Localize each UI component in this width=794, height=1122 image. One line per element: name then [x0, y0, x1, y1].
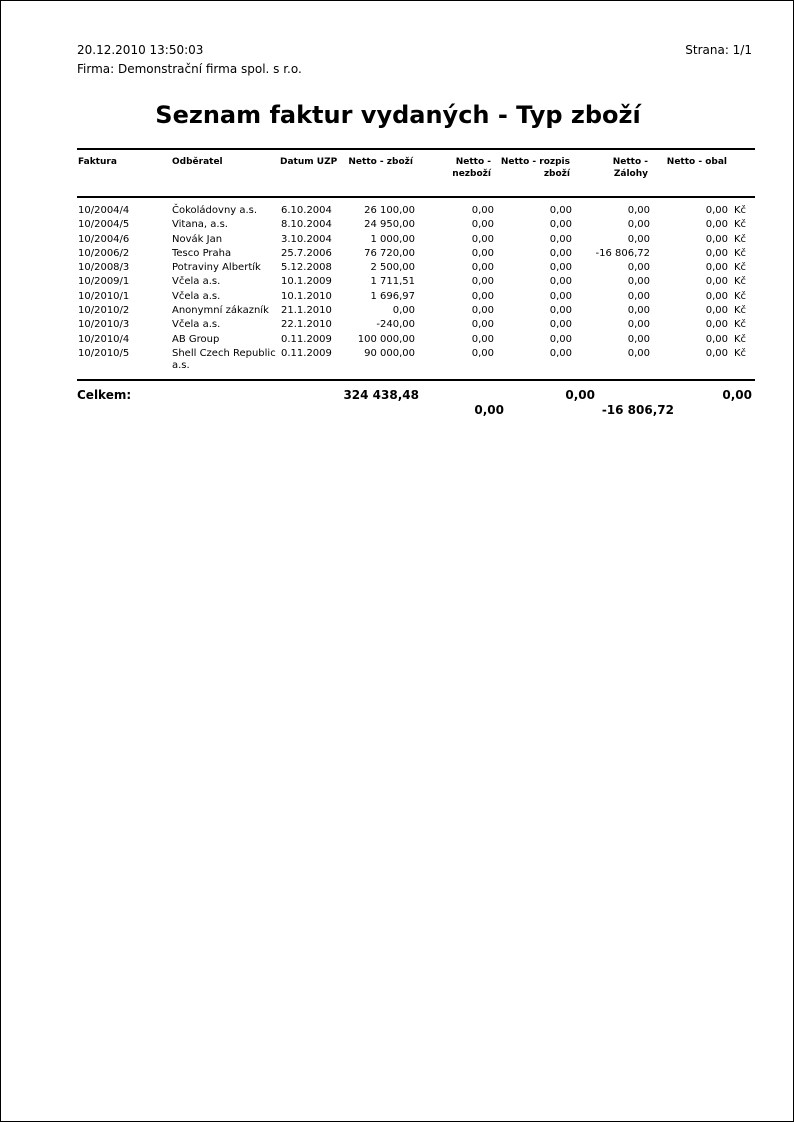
cell-customer: Včela a.s.	[172, 290, 221, 302]
cell-currency: Kč	[734, 205, 747, 216]
cell-net-nongoods: 0,00	[471, 219, 494, 231]
cell-net-nongoods: 0,00	[471, 333, 494, 345]
table-row	[1, 233, 794, 247]
cell-net-goods: 1 711,51	[370, 276, 415, 288]
total-net-advances: -16 806,72	[601, 403, 674, 417]
cell-invoice: 10/2006/2	[78, 247, 130, 259]
cell-net-nongoods: 0,00	[471, 205, 494, 216]
cell-date: 21.1.2010	[281, 305, 332, 317]
cell-net-advances: 0,00	[627, 347, 650, 359]
cell-currency: Kč	[734, 247, 747, 259]
totals-rule	[77, 379, 755, 381]
cell-net-goods: 26 100,00	[364, 205, 415, 216]
cell-net-nongoods: 0,00	[471, 233, 494, 245]
cell-net-packaging: 0,00	[705, 305, 728, 317]
cell-net-goods: 1 000,00	[370, 233, 415, 245]
cell-currency: Kč	[734, 305, 747, 317]
cell-net-packaging: 0,00	[705, 262, 728, 274]
cell-net-advances: 0,00	[627, 205, 650, 216]
cell-date: 8.10.2004	[281, 219, 332, 231]
table-row	[1, 290, 794, 304]
col-header-net-packaging: Netto - obal	[666, 157, 727, 167]
col-header-net-advances-line1: Netto -	[612, 157, 648, 167]
cell-net-breakdown: 0,00	[549, 305, 572, 317]
cell-invoice: 10/2004/6	[78, 233, 130, 245]
cell-currency: Kč	[734, 347, 747, 359]
cell-net-nongoods: 0,00	[471, 347, 494, 359]
table-row	[1, 261, 794, 275]
col-header-net-advances-line2: Zálohy	[613, 169, 648, 179]
cell-net-goods: 0,00	[392, 305, 415, 317]
table-row	[1, 275, 794, 289]
cell-invoice: 10/2010/5	[78, 347, 130, 359]
cell-invoice: 10/2010/2	[78, 305, 130, 317]
col-header-net-nongoods-line1: Netto -	[455, 157, 491, 167]
cell-net-goods: 24 950,00	[364, 219, 415, 231]
col-header-date: Datum UZP	[280, 157, 338, 167]
cell-net-packaging: 0,00	[705, 290, 728, 302]
table-row	[1, 333, 794, 347]
cell-net-goods: 76 720,00	[364, 247, 415, 259]
cell-net-breakdown: 0,00	[549, 333, 572, 345]
cell-customer: Anonymní zákazník	[172, 305, 269, 317]
cell-net-packaging: 0,00	[705, 347, 728, 359]
cell-invoice: 10/2010/1	[78, 290, 130, 302]
cell-currency: Kč	[734, 333, 747, 345]
cell-net-nongoods: 0,00	[471, 276, 494, 288]
cell-net-nongoods: 0,00	[471, 290, 494, 302]
table-row	[1, 304, 794, 318]
totals-label: Celkem:	[77, 388, 132, 402]
table-row	[1, 204, 794, 218]
cell-currency: Kč	[734, 262, 747, 274]
header-bottom-rule	[77, 196, 755, 198]
cell-net-nongoods: 0,00	[471, 262, 494, 274]
cell-invoice: 10/2004/5	[78, 219, 130, 231]
cell-date: 6.10.2004	[281, 205, 332, 216]
cell-currency: Kč	[734, 290, 747, 302]
cell-invoice: 10/2010/3	[78, 319, 130, 331]
cell-net-packaging: 0,00	[705, 219, 728, 231]
cell-customer: Shell Czech Republic a.s.	[172, 347, 276, 371]
cell-net-breakdown: 0,00	[549, 233, 572, 245]
total-net-packaging: 0,00	[722, 388, 752, 402]
cell-customer: Včela a.s.	[172, 319, 221, 331]
table-row	[1, 247, 794, 261]
table-row	[1, 218, 794, 232]
cell-net-breakdown: 0,00	[549, 290, 572, 302]
cell-net-breakdown: 0,00	[549, 276, 572, 288]
cell-net-packaging: 0,00	[705, 247, 728, 259]
cell-net-breakdown: 0,00	[549, 347, 572, 359]
header-top-rule	[77, 148, 755, 150]
cell-net-goods: -240,00	[376, 319, 415, 331]
cell-net-goods: 100 000,00	[357, 333, 415, 345]
col-header-net-breakdown-line1: Netto - rozpis	[500, 157, 570, 167]
cell-currency: Kč	[734, 319, 747, 331]
cell-net-goods: 1 696,97	[370, 290, 415, 302]
cell-net-advances: -16 806,72	[595, 247, 650, 259]
total-net-breakdown: 0,00	[565, 388, 595, 402]
cell-net-goods: 2 500,00	[370, 262, 415, 274]
cell-invoice: 10/2010/4	[78, 333, 130, 345]
cell-date: 3.10.2004	[281, 233, 332, 245]
cell-net-advances: 0,00	[627, 276, 650, 288]
col-header-net-nongoods-line2: nezboží	[452, 169, 491, 179]
table-row	[1, 318, 794, 332]
col-header-net-breakdown-line2: zboží	[543, 169, 570, 179]
cell-customer: Novák Jan	[172, 233, 223, 245]
cell-net-advances: 0,00	[627, 233, 650, 245]
cell-net-packaging: 0,00	[705, 233, 728, 245]
cell-date: 25.7.2006	[281, 247, 332, 259]
col-header-net-goods: Netto - zboží	[348, 157, 413, 167]
cell-customer: AB Group	[172, 333, 220, 345]
report-title: Seznam faktur vydaných - Typ zboží	[155, 101, 641, 129]
cell-invoice: 10/2004/4	[78, 205, 130, 216]
cell-net-breakdown: 0,00	[549, 262, 572, 274]
total-net-nongoods: 0,00	[474, 403, 504, 417]
cell-date: 10.1.2009	[281, 276, 332, 288]
total-net-goods: 324 438,48	[343, 388, 419, 402]
cell-net-nongoods: 0,00	[471, 305, 494, 317]
cell-date: 22.1.2010	[281, 319, 332, 331]
cell-net-advances: 0,00	[627, 305, 650, 317]
cell-net-breakdown: 0,00	[549, 219, 572, 231]
cell-currency: Kč	[734, 276, 747, 288]
col-header-invoice: Faktura	[78, 157, 117, 167]
cell-customer: Potraviny Albertík	[172, 262, 261, 274]
table-row	[1, 347, 794, 375]
cell-net-advances: 0,00	[627, 290, 650, 302]
cell-currency: Kč	[734, 219, 747, 231]
cell-net-advances: 0,00	[627, 262, 650, 274]
page-number: Strana: 1/1	[685, 43, 752, 57]
cell-net-goods: 90 000,00	[364, 347, 415, 359]
company-name: Firma: Demonstrační firma spol. s r.o.	[77, 62, 302, 76]
cell-currency: Kč	[734, 233, 747, 245]
invoice-table-body	[1, 204, 794, 375]
cell-date: 0.11.2009	[281, 333, 332, 345]
cell-net-breakdown: 0,00	[549, 319, 572, 331]
cell-net-breakdown: 0,00	[549, 205, 572, 216]
cell-date: 0.11.2009	[281, 347, 332, 359]
col-header-customer: Odběratel	[172, 157, 223, 167]
cell-net-packaging: 0,00	[705, 205, 728, 216]
cell-date: 10.1.2010	[281, 290, 332, 302]
cell-customer: Tesco Praha	[172, 247, 232, 259]
cell-net-packaging: 0,00	[705, 276, 728, 288]
cell-net-nongoods: 0,00	[471, 319, 494, 331]
cell-customer: Čokoládovny a.s.	[172, 205, 258, 216]
cell-net-packaging: 0,00	[705, 319, 728, 331]
cell-customer: Včela a.s.	[172, 276, 221, 288]
cell-net-breakdown: 0,00	[549, 247, 572, 259]
cell-net-packaging: 0,00	[705, 333, 728, 345]
print-datetime: 20.12.2010 13:50:03	[77, 43, 204, 57]
cell-net-nongoods: 0,00	[471, 247, 494, 259]
cell-invoice: 10/2009/1	[78, 276, 130, 288]
cell-net-advances: 0,00	[627, 333, 650, 345]
cell-net-advances: 0,00	[627, 319, 650, 331]
cell-net-advances: 0,00	[627, 219, 650, 231]
cell-date: 5.12.2008	[281, 262, 332, 274]
cell-invoice: 10/2008/3	[78, 262, 130, 274]
cell-customer: Vitana, a.s.	[172, 219, 228, 231]
